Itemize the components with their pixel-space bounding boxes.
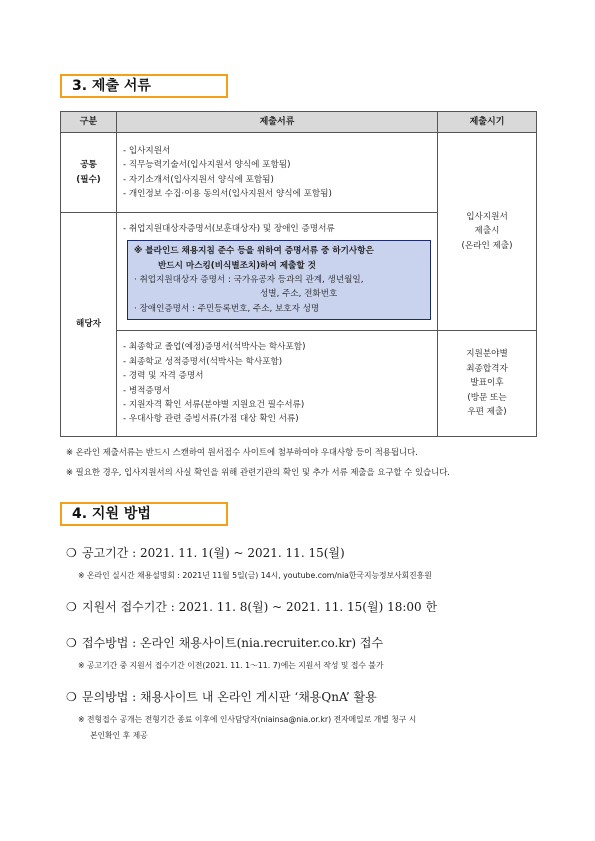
veteran-documents-cell <box>117 213 438 331</box>
list-item: - 경력 및 자격 증명서 <box>123 371 204 382</box>
timing-apply-line1: 입사지원서 <box>466 211 508 222</box>
method-posting-note: ※ 온라인 실시간 채용설명회 : 2021년 11월 5일(금) 14시, youtube.com/nia한국지능정보사회진흥원 <box>78 571 432 580</box>
category-common <box>61 133 117 213</box>
method-posting-period <box>66 544 345 561</box>
list-item: - 병적증명서 <box>123 385 171 396</box>
timing-apply-cell <box>438 133 537 331</box>
hollow-circle-bullet-icon: ❍ <box>66 636 77 650</box>
common-documents-list <box>117 142 437 204</box>
category-common-line2: (필수) <box>76 174 101 185</box>
final-documents-list <box>117 338 437 428</box>
masking-notice-box <box>127 240 431 320</box>
method-inquiry-text: 문의방법 : 채용사이트 내 온라인 게시판 ‘채용QnA’ 활용 <box>82 690 377 704</box>
list-item: - 최종학교 성적증명서(석박사는 학사포함) <box>123 356 283 367</box>
method-application-period <box>66 598 437 615</box>
category-common-line1: 공통 <box>80 160 97 171</box>
masking-notice-veteran-cont: 성별, 주소, 전화번호 <box>260 289 338 300</box>
method-submission <box>66 634 383 651</box>
note-online-scan: ※ 온라인 제출서류는 반드시 스캔하여 원서접수 사이트에 첨부하여야 우대사항 등이 적용됩니다. <box>66 447 418 457</box>
timing-final-cell <box>438 331 537 437</box>
list-item: - 입사지원서 <box>123 145 171 156</box>
timing-apply-line3: (온라인 제출) <box>461 240 513 251</box>
table-row-final <box>61 331 537 437</box>
hollow-circle-bullet-icon: ❍ <box>66 546 77 560</box>
list-item: - 최종학교 졸업(예정)증명서(석박사는 학사포함) <box>123 342 306 353</box>
timing-apply-line2: 제출시 <box>474 226 500 237</box>
method-posting-period-text: 공고기간 : 2021. 11. 1(월) ~ 2021. 11. 15(월) <box>82 546 345 560</box>
table-header-row <box>61 112 537 133</box>
list-item: - 지원자격 확인 서류(분야별 지원요건 필수서류) <box>123 399 305 410</box>
documents-table <box>60 111 537 437</box>
header-documents: 제출서류 <box>117 112 438 133</box>
method-submission-note: ※ 공고기간 중 지원서 접수기간 이전(2021. 11. 1～11. 7)에는 지원서 작성 및 접수 불가 <box>78 661 384 670</box>
timing-final-line1: 지원분야별 <box>466 349 508 360</box>
list-item: - 우대사항 관련 증빙서류(가점 대상 확인 서류) <box>123 414 299 425</box>
masking-notice-line1: ※ 블라인드 채용지침 준수 등을 위하여 증명서류 중 하기사항은 <box>134 246 374 257</box>
masking-notice-line2: 반드시 마스킹(비식별조치)하여 제출할 것 <box>158 260 316 271</box>
method-inquiry-note-cont: 본인확인 후 제공 <box>90 731 148 740</box>
section-4-heading: 4. 지원 방법 <box>60 502 228 526</box>
table-row-common <box>61 133 537 213</box>
timing-final-line3: 발표이후 <box>470 378 504 389</box>
list-item: - 직무능력기술서(입사지원서 양식에 포함됨) <box>123 160 291 171</box>
header-timing: 제출시기 <box>438 112 537 133</box>
method-inquiry <box>66 688 377 705</box>
masking-notice-disability: · 장애인증명서 : 주민등록번호, 주소, 보호자 성명 <box>134 303 320 314</box>
veteran-document-item: - 취업지원대상자증명서(보훈대상자) 및 장애인 증명서류 <box>123 223 335 234</box>
hollow-circle-bullet-icon: ❍ <box>66 600 77 614</box>
note-additional-docs: ※ 필요한 경우, 입사지원서의 사실 확인을 위해 관련기관의 확인 및 추가 서류 제출을 요구할 수 있습니다. <box>66 467 450 477</box>
timing-final-line4: (방문 또는 <box>467 392 507 403</box>
section-3-heading: 3. 제출 서류 <box>60 74 228 98</box>
masking-notice-veteran: · 취업지원대상자 증명서 : 국가유공자 등과의 관계, 생년월일, <box>134 275 364 285</box>
method-submission-text: 접수방법 : 온라인 채용사이트(nia.recruiter.co.kr) 접수 <box>82 636 384 650</box>
common-documents-cell <box>117 133 438 213</box>
category-applicable: 해당자 <box>61 213 117 437</box>
timing-final-line5: 우편 제출) <box>467 407 507 418</box>
header-category: 구분 <box>61 112 117 133</box>
list-item: - 개인정보 수집·이용 동의서(입사지원서 양식에 포함됨) <box>123 188 332 199</box>
final-documents-cell <box>117 331 438 437</box>
method-inquiry-note: ※ 전형접수 공개는 전형기간 종료 이후에 인사담당자(niainsa@nia.or.kr) 전자메일로 개별 청구 시 <box>78 715 417 724</box>
hollow-circle-bullet-icon: ❍ <box>66 690 77 704</box>
method-application-period-text: 지원서 접수기간 : 2021. 11. 8(월) ~ 2021. 11. 15(월) 18:00 한 <box>82 600 438 614</box>
list-item: - 자기소개서(입사지원서 양식에 포함됨) <box>123 174 274 185</box>
timing-final-line2: 최종합격자 <box>466 363 508 374</box>
